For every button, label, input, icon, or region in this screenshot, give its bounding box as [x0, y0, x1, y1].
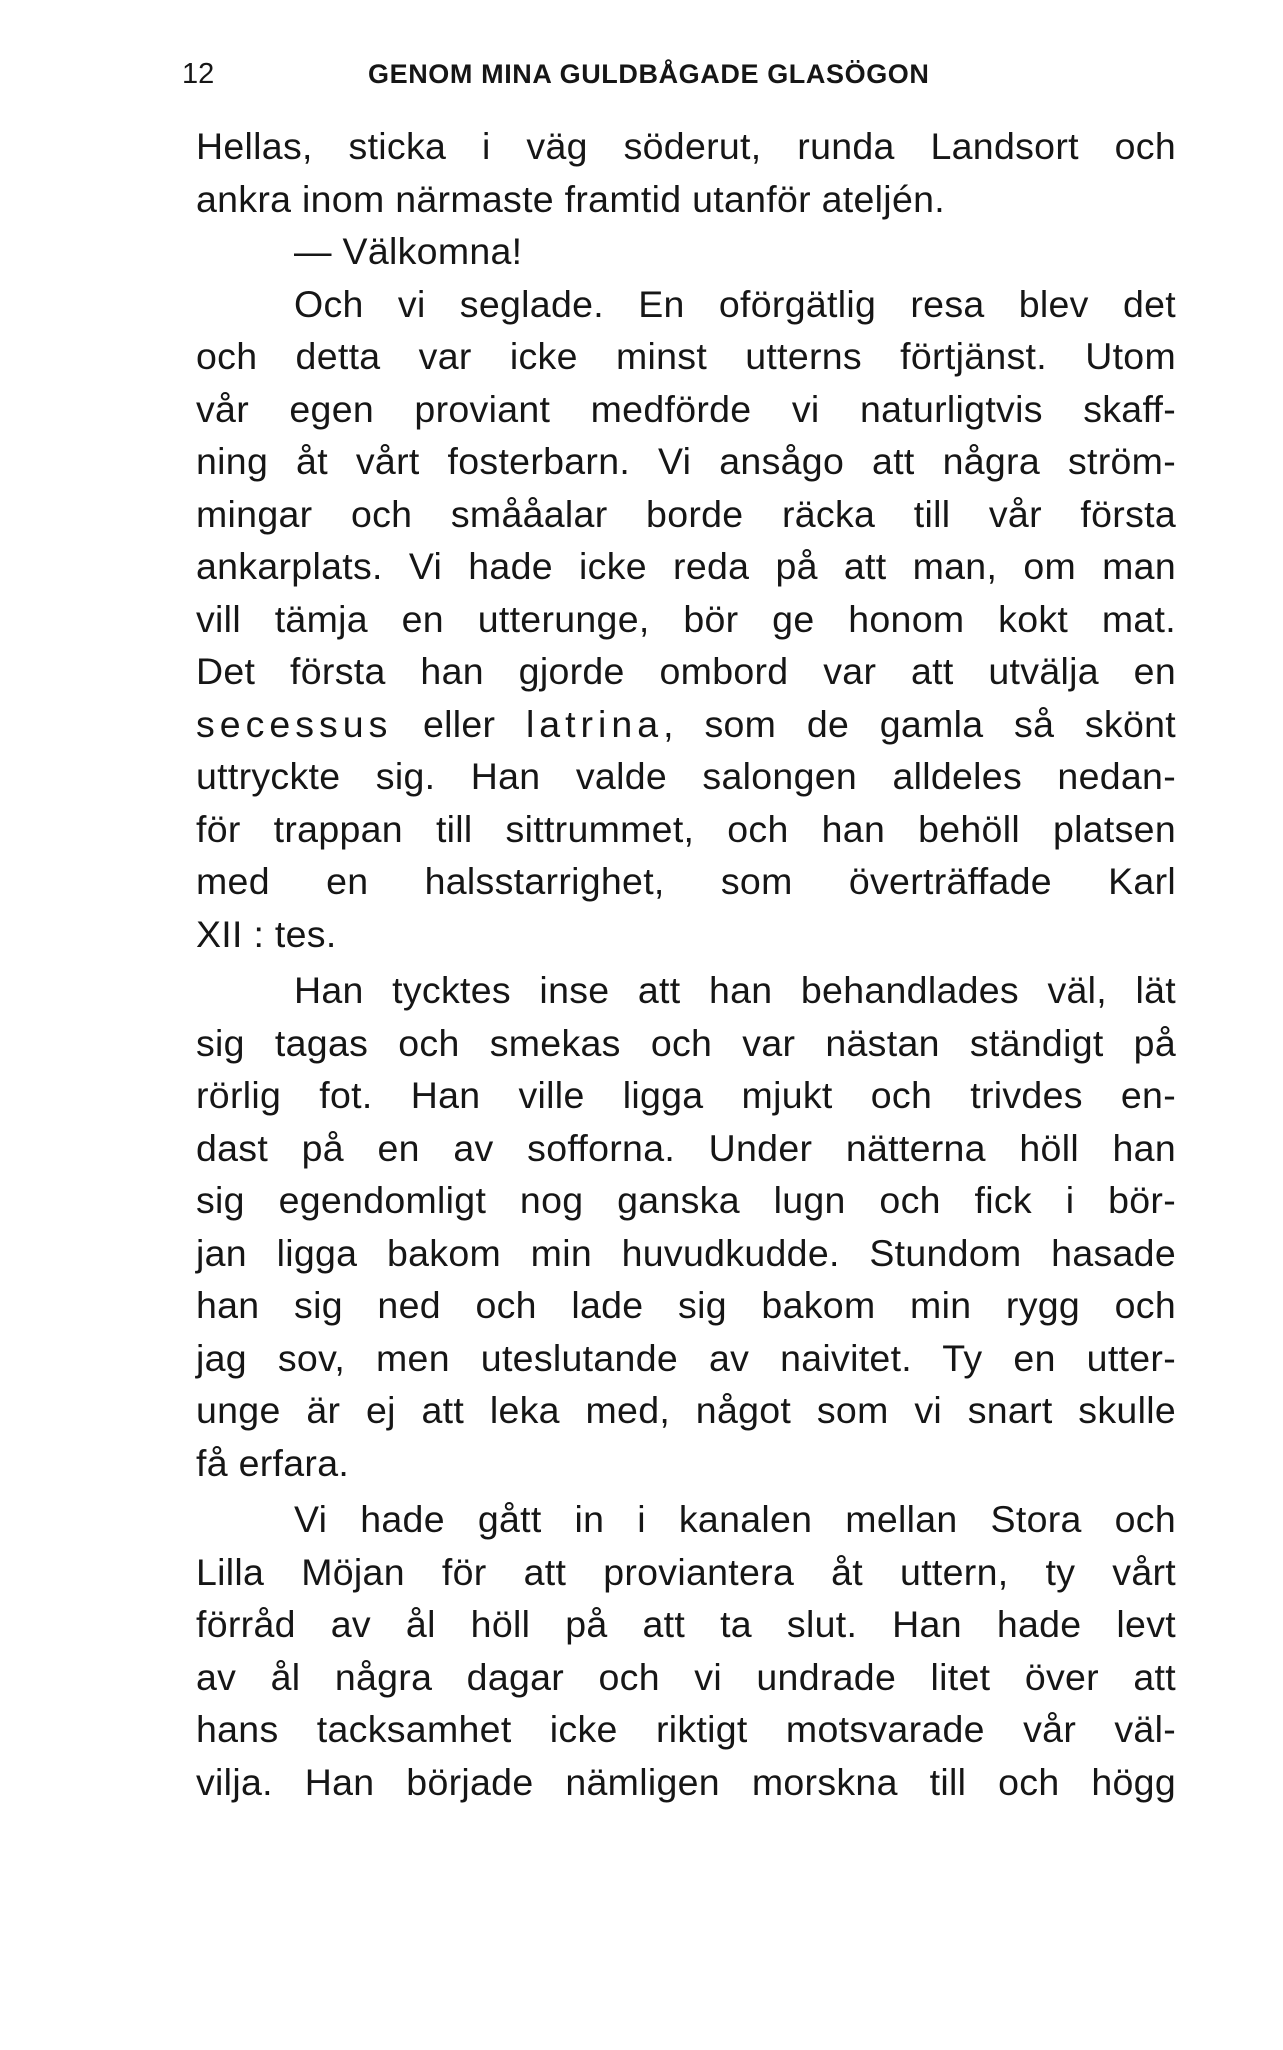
spaced-word: secessus	[196, 702, 393, 745]
text-fragment: , som de gamla så skönt	[663, 702, 1176, 745]
text-line: unge är ej att leka med, något som vi snart skulle	[196, 1389, 1176, 1431]
text-line: Hellas, sticka i väg söderut, runda Landsort och	[196, 125, 1176, 167]
page-number: 12	[182, 58, 215, 90]
text-line: — Välkomna!	[294, 230, 523, 272]
text-line: vår egen proviant medförde vi naturligtvis skaff-	[196, 387, 1176, 430]
text-line: Han tycktes inse att han behandlades väl, lät	[294, 969, 1176, 1011]
text-line: mingar och smååalar borde räcka till vår första	[196, 492, 1176, 535]
text-line: vilja. Han började nämligen morskna till och högg	[196, 1760, 1176, 1803]
text-line: ankarplats. Vi hade icke reda på att man, om man	[196, 545, 1176, 587]
spaced-word: latrina	[525, 702, 664, 745]
text-line-spaced-words	[196, 698, 1176, 751]
running-title: GENOM MINA GULDBÅGADE GLASÖGON	[368, 59, 930, 89]
text-line: sig tagas och smekas och var nästan ständigt på	[196, 1021, 1176, 1064]
text-line: rörlig fot. Han ville ligga mjukt och trivdes en-	[196, 1074, 1176, 1116]
text-line: Vi hade gått in i kanalen mellan Stora och	[294, 1498, 1176, 1540]
text-line: Och vi seglade. En oförgätlig resa blev det	[294, 282, 1176, 325]
text-line: av ål några dagar och vi undrade litet över att	[196, 1655, 1176, 1698]
text-line: med en halsstarrighet, som överträffade Karl	[196, 860, 1176, 902]
text-line: vill tämja en utterunge, bör ge honom kokt mat.	[196, 597, 1176, 640]
text-line: ning åt vårt fosterbarn. Vi ansågo att några ström-	[196, 440, 1176, 482]
text-line: Lilla Möjan för att proviantera åt uttern, ty vårt	[196, 1550, 1176, 1593]
body-text	[196, 120, 1176, 1808]
text-line: han sig ned och lade sig bakom min rygg och	[196, 1284, 1176, 1326]
text-line: sig egendomligt nog ganska lugn och fick i bör-	[196, 1179, 1176, 1221]
text-line: XII : tes.	[196, 912, 337, 955]
text-line: jan ligga bakom min huvudkudde. Stundom hasade	[196, 1231, 1176, 1274]
text-line: Det första han gjorde ombord var att utvälja en	[196, 650, 1176, 692]
text-line: få erfara.	[196, 1441, 350, 1484]
text-line: förråd av ål höll på att ta slut. Han hade levt	[196, 1603, 1176, 1645]
running-head	[182, 58, 1162, 98]
text-line: uttryckte sig. Han valde salongen alldeles nedan-	[196, 755, 1176, 797]
text-line: hans tacksamhet icke riktigt motsvarade vår väl-	[196, 1708, 1176, 1750]
text-line: och detta var icke minst utterns förtjänst. Utom	[196, 335, 1176, 377]
text-line: jag sov, men uteslutande av naivitet. Ty en utter-	[196, 1336, 1176, 1379]
text-fragment: eller	[392, 702, 526, 745]
text-line: för trappan till sittrummet, och han behöll platsen	[196, 807, 1176, 850]
text-line: dast på en av sofforna. Under nätterna höll han	[196, 1126, 1176, 1169]
text-line: ankra inom närmaste framtid utanför ateljén.	[196, 177, 945, 220]
